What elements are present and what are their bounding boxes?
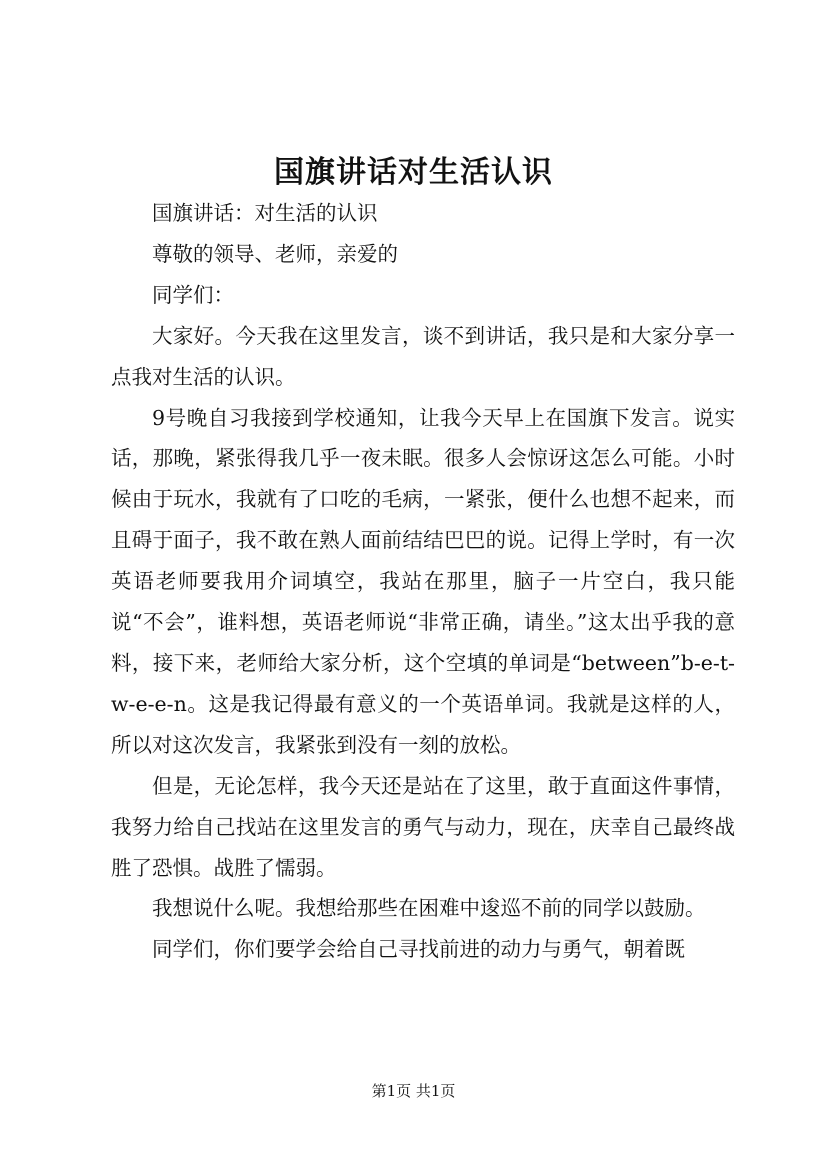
paragraph-message: 我想说什么呢。我想给那些在困难中逡巡不前的同学以鼓励。 bbox=[152, 896, 706, 921]
paragraph-greeting: 大家好。今天我在这里发言，谈不到讲话，我只是和大家分享一点我对生活的认识。 bbox=[111, 323, 735, 389]
paragraph-encouragement: 同学们，你们要学会给自己寻找前进的动力与勇气，朝着既 bbox=[152, 937, 685, 962]
paragraph-salutation: 尊敬的领导、老师，亲爱的 bbox=[152, 241, 398, 266]
document-title: 国旗讲话对生活认识 bbox=[274, 155, 553, 190]
page-footer: 第1页 共1页 bbox=[371, 1082, 456, 1100]
paragraph-courage: 但是，无论怎样，我今天还是站在了这里，敢于直面这件事情，我努力给自己找站在这里发言的勇气与动力，现在，庆幸自己最终战胜了恐惧。战胜了懦弱。 bbox=[111, 773, 735, 880]
document-body bbox=[111, 193, 735, 970]
paragraph-story: 9号晚自习我接到学校通知，让我今天早上在国旗下发言。说实话，那晚，紧张得我几乎一夜未眠。很多人会惊讶这怎么可能。小时候由于玩水，我就有了口吃的毛病，一紧张，便什么也想不起来，而且碍于面子，我不敢在熟人面前结结巴巴的说。记得上学时，有一次英语老师要我用介词填空，我站在那里，脑子一片空白，我只能说“不会”，谁料想，英语老师说“非常正确，请坐。”这太出乎我的意料，接下来，老师给大家分析，这个空填的单词是“between”b-e-t-w-e-e-n。这是我记得最有意义的一个英语单词。我就是这样的人，所以对这次发言，我紧张到没有一刻的放松。 bbox=[111, 405, 735, 757]
paragraph-subtitle: 国旗讲话：对生活的认识 bbox=[152, 201, 378, 225]
paragraph-salutation-cont: 同学们： bbox=[152, 282, 234, 307]
